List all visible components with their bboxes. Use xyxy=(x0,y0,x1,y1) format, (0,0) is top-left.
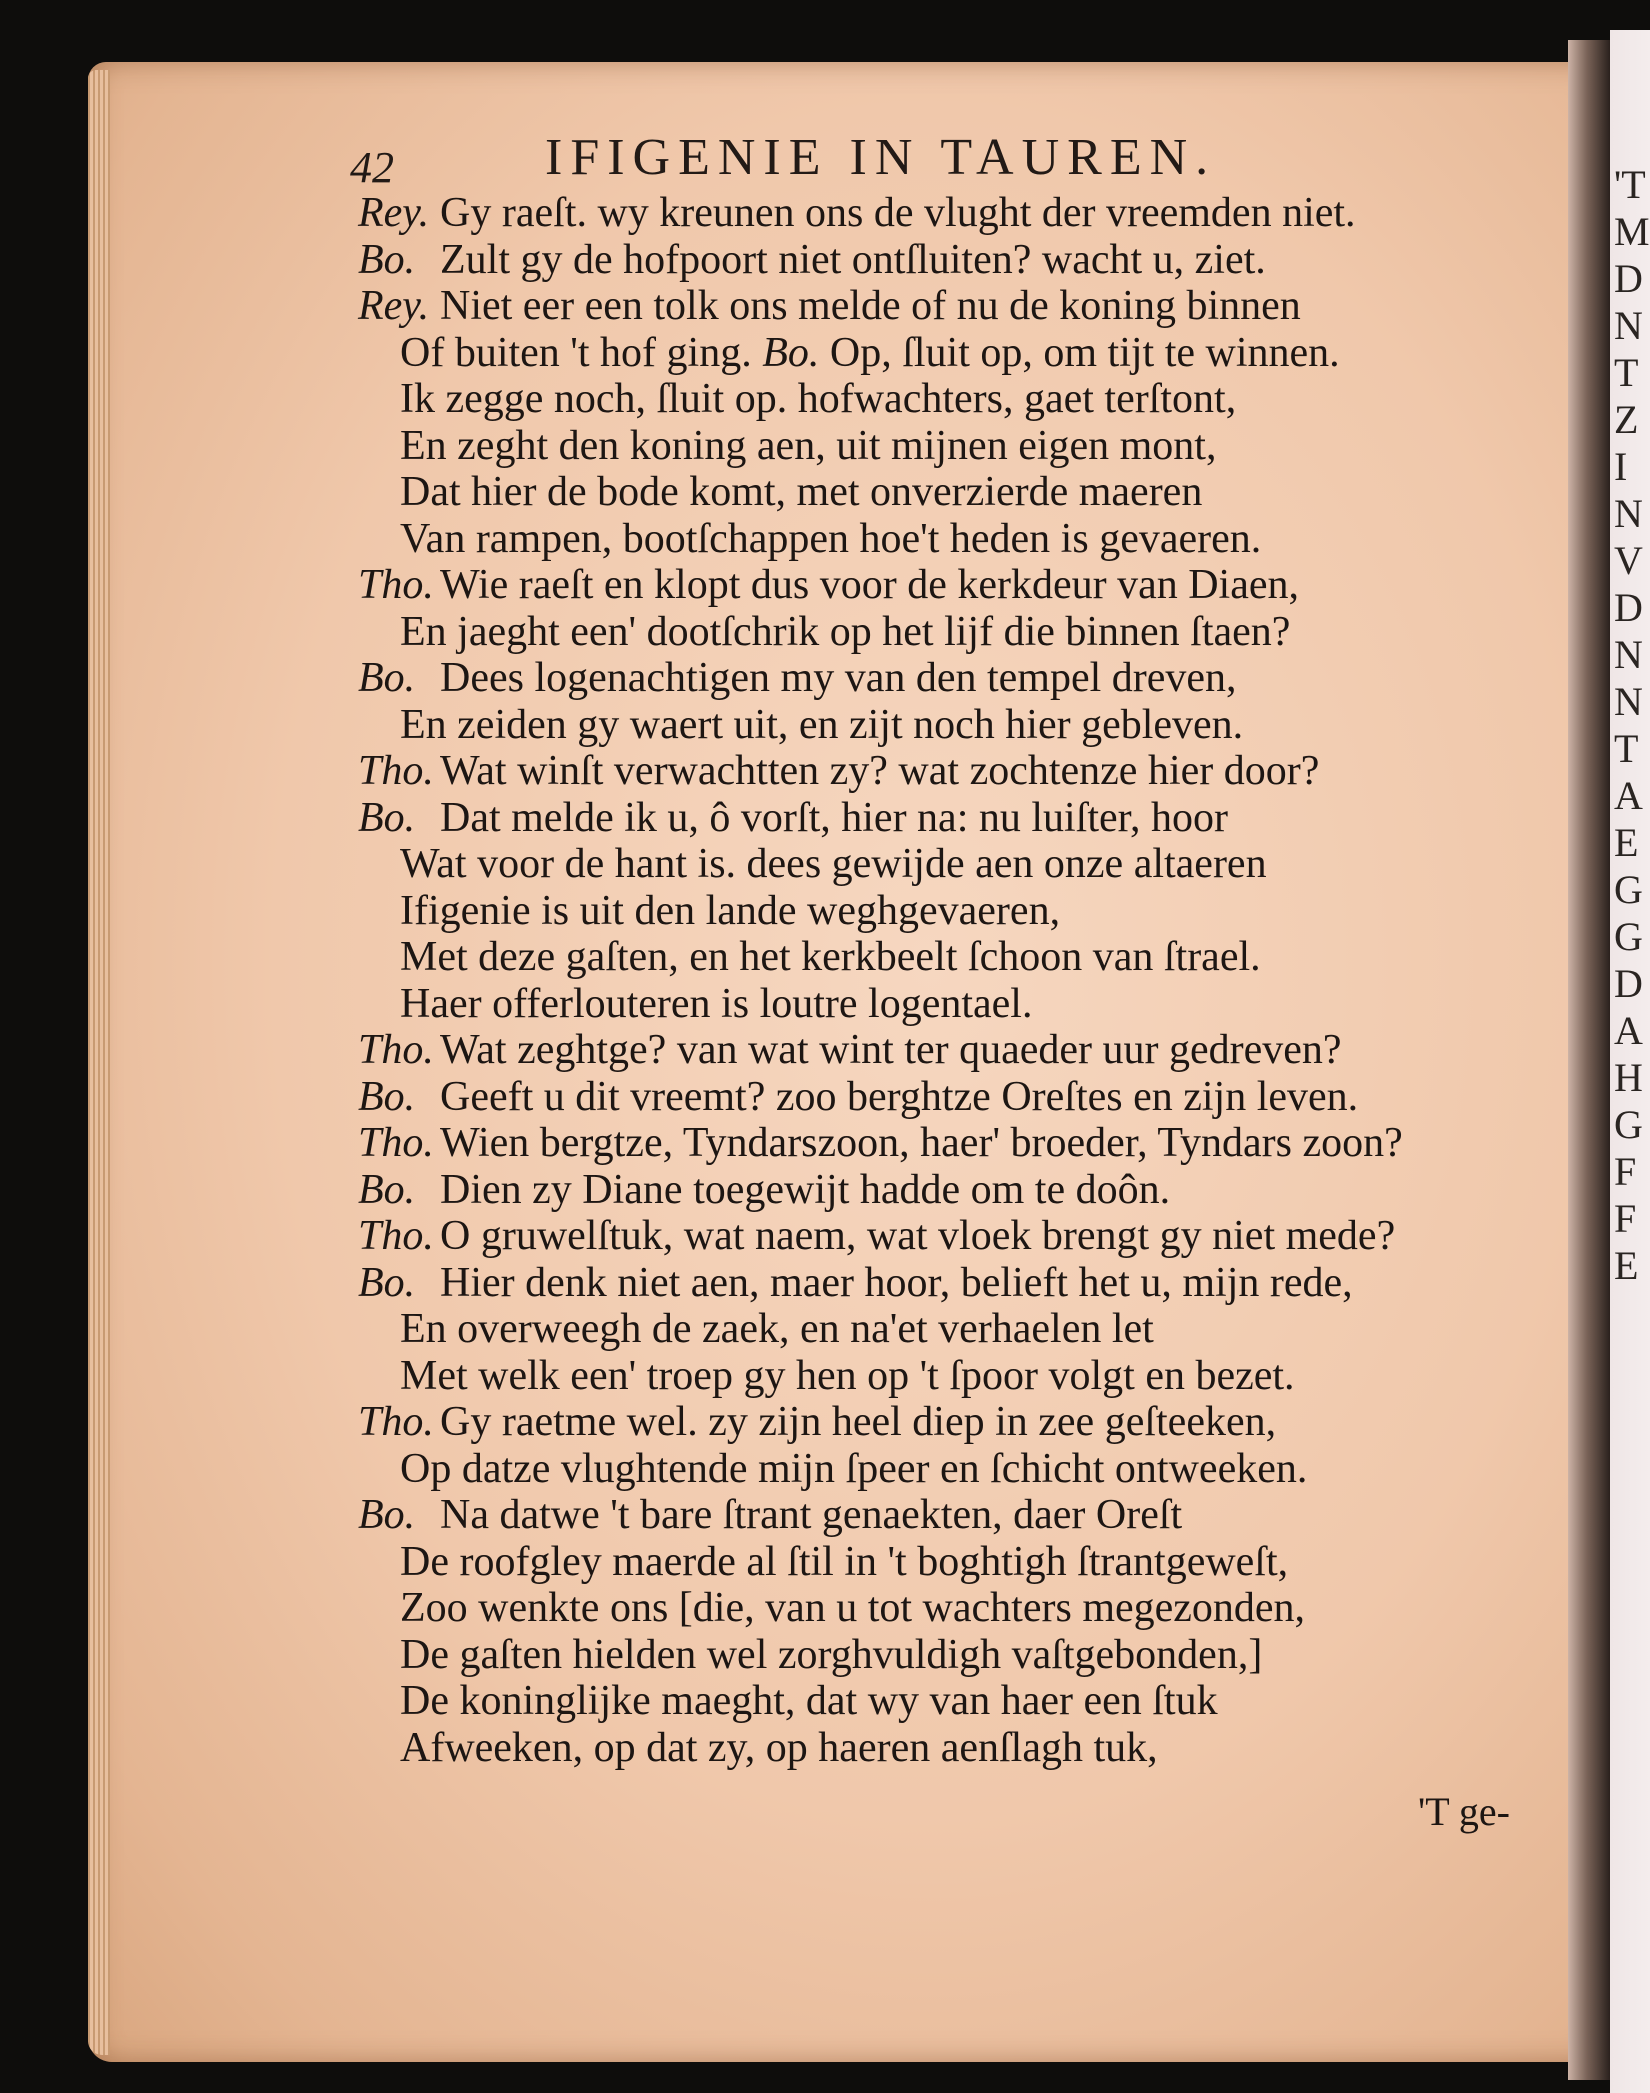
verse-line xyxy=(358,1492,1558,1539)
facing-page-letter: F xyxy=(1614,1196,1637,1241)
facing-page-letter: Z xyxy=(1614,397,1639,442)
catchword: 'T ge- xyxy=(1418,1789,1510,1834)
verse-line xyxy=(358,330,1558,377)
verse-line xyxy=(358,283,1558,330)
facing-page-letter: N xyxy=(1614,632,1643,677)
line-text: En zeiden gy waert uit, en zijt noch hier gebleven. xyxy=(400,701,1244,748)
speaker-label: Bo. xyxy=(358,794,416,841)
facing-page-letter: E xyxy=(1614,1243,1639,1288)
line-text: Gy raetme wel. zy zijn heel diep in zee geſteeken, xyxy=(440,1399,1277,1445)
verse-line xyxy=(358,516,1558,563)
line-text: Niet eer een tolk ons melde of nu de koning binnen xyxy=(440,283,1301,329)
line-text: Wie raeſt en klopt dus voor de kerkdeur van Diaen, xyxy=(440,562,1300,608)
line-text: Wat zeghtge? van wat wint ter quaeder uur gedreven? xyxy=(440,1027,1342,1073)
facing-page-letter: I xyxy=(1614,444,1628,489)
line-text: Ik zegge noch, ſluit op. hofwachters, gaet terſtont, xyxy=(400,376,1237,422)
verse-line xyxy=(358,795,1558,842)
speaker-label: Bo. xyxy=(358,1166,416,1213)
line-text: Afweeken, op dat zy, op haeren aenſlagh tuk, xyxy=(400,1724,1158,1771)
page-header xyxy=(350,128,1400,192)
verse-line xyxy=(358,1353,1558,1400)
verse-line xyxy=(358,934,1558,981)
inline-speaker-label: Bo. xyxy=(762,329,820,376)
line-text: Dat melde ik u, ô vorſt, hier na: nu luiſter, hoor xyxy=(440,794,1228,841)
verse-line xyxy=(358,1585,1558,1632)
line-text: Wien bergtze, Tyndarszoon, haer' broeder, Tyndars zoon? xyxy=(440,1120,1403,1166)
line-text: Met welk een' troep gy hen op 't ſpoor volgt en bezet. xyxy=(400,1352,1295,1399)
verse-line xyxy=(358,1167,1558,1214)
verse-line xyxy=(358,1120,1558,1167)
facing-page-letter: G xyxy=(1614,1102,1643,1147)
running-title: IFIGENIE IN TAUREN. xyxy=(545,129,1217,186)
facing-page-letter: D xyxy=(1614,256,1643,301)
verse-line xyxy=(358,841,1558,888)
verse-line xyxy=(358,562,1558,609)
line-text: Of buiten 't hof ging. xyxy=(400,329,752,376)
line-text: Wat voor de hant is. dees gewijde aen onze altaeren xyxy=(400,841,1267,887)
speaker-label: Tho. xyxy=(358,1120,434,1166)
facing-page-letter: A xyxy=(1614,773,1643,818)
verse-line xyxy=(358,1632,1558,1679)
facing-page-letter: G xyxy=(1614,914,1643,959)
verse-line xyxy=(358,888,1558,935)
speaker-label: Rey. xyxy=(358,190,430,236)
facing-page-letter: M xyxy=(1614,209,1650,254)
line-text: Na datwe 't bare ſtrant genaekten, daer Oreſt xyxy=(440,1492,1183,1538)
line-text: Wat winſt verwachtten zy? wat zochtenze hier door? xyxy=(440,748,1320,794)
verse-line xyxy=(358,1446,1558,1493)
page-edges xyxy=(88,70,110,2055)
facing-page-letter: N xyxy=(1614,303,1643,348)
facing-page-letter: T xyxy=(1614,350,1639,395)
line-text: En overweegh de zaek, en na'et verhaelen let xyxy=(400,1306,1154,1352)
line-text: Zoo wenkte ons [die, van u tot wachters megezonden, xyxy=(400,1585,1306,1631)
facing-page-letter: 'T xyxy=(1614,162,1646,207)
facing-page-letter: G xyxy=(1614,867,1643,912)
line-text: Hier denk niet aen, maer hoor, belieft het u, mijn rede, xyxy=(440,1259,1353,1306)
line-text: Dat hier de bode komt, met onverzierde maeren xyxy=(400,469,1203,515)
speaker-label: Tho. xyxy=(358,1213,434,1259)
line-text: De koninglijke maeght, dat wy van haer een ſtuk xyxy=(400,1678,1218,1724)
line-text: Haer offerlouteren is loutre logentael. xyxy=(400,980,1033,1027)
line-text: En zeght den koning aen, uit mijnen eigen mont, xyxy=(400,422,1217,469)
page-number: 42 xyxy=(350,143,394,192)
line-text: Dees logenachtigen my van den tempel dreven, xyxy=(440,655,1237,701)
line-text: Geeft u dit vreemt? zoo berghtze Oreſtes en zijn leven. xyxy=(440,1073,1359,1120)
facing-page-letter: N xyxy=(1614,679,1643,724)
speaker-label: Bo. xyxy=(358,1073,416,1120)
verse-line xyxy=(358,1306,1558,1353)
verse-line xyxy=(358,1260,1558,1307)
line-text: Ifigenie is uit den lande weghgevaeren, xyxy=(400,887,1061,934)
facing-page-letter: F xyxy=(1614,1149,1637,1194)
verse-text xyxy=(358,190,1558,1771)
speaker-label: Bo. xyxy=(358,1259,416,1306)
line-text: Van rampen, bootſchappen hoe't heden is gevaeren. xyxy=(400,515,1262,562)
verse-line xyxy=(358,469,1558,516)
verse-line xyxy=(358,1725,1558,1772)
book-gutter xyxy=(1568,40,1610,2080)
facing-page-letter: V xyxy=(1614,538,1643,583)
speaker-label: Tho. xyxy=(358,562,434,608)
verse-line xyxy=(358,423,1558,470)
line-text: Met deze gaſten, en het kerkbeelt ſchoon van ſtrael. xyxy=(400,934,1261,980)
facing-page-letter: T xyxy=(1614,726,1639,771)
speaker-label: Bo. xyxy=(358,1492,416,1538)
facing-page-letter: E xyxy=(1614,820,1639,865)
speaker-label: Rey. xyxy=(358,283,430,329)
speaker-label: Tho. xyxy=(358,748,434,794)
verse-line xyxy=(358,1213,1558,1260)
verse-line xyxy=(358,237,1558,284)
verse-line xyxy=(358,655,1558,702)
speaker-label: Bo. xyxy=(358,236,416,283)
line-text: Zult gy de hofpoort niet ontſluiten? wacht u, ziet. xyxy=(440,236,1266,283)
verse-line xyxy=(358,1074,1558,1121)
line-text: Op datze vlughtende mijn ſpeer en ſchicht ontweeken. xyxy=(400,1445,1308,1492)
verse-line xyxy=(358,376,1558,423)
facing-page xyxy=(1610,30,1650,2093)
speaker-label: Tho. xyxy=(358,1027,434,1073)
verse-line xyxy=(358,1539,1558,1586)
verse-line xyxy=(358,1027,1558,1074)
speaker-label: Bo. xyxy=(358,655,416,701)
facing-page-letter: H xyxy=(1614,1055,1643,1100)
speaker-label: Tho. xyxy=(358,1399,434,1445)
verse-line xyxy=(358,1399,1558,1446)
facing-page-letter: D xyxy=(1614,961,1643,1006)
verse-line xyxy=(358,190,1558,237)
verse-line xyxy=(358,981,1558,1028)
facing-page-letter: N xyxy=(1614,491,1643,536)
line-text: O gruwelſtuk, wat naem, wat vloek brengt gy niet mede? xyxy=(440,1213,1396,1259)
line-text-after: Op, ſluit op, om tijt te winnen. xyxy=(829,329,1340,376)
line-text: En jaeght een' dootſchrik op het lijf die binnen ſtaen? xyxy=(400,608,1291,655)
verse-line xyxy=(358,748,1558,795)
line-text: De gaſten hielden wel zorghvuldigh vaſtgebonden,] xyxy=(400,1631,1263,1678)
verse-line xyxy=(358,1678,1558,1725)
facing-page-letter: A xyxy=(1614,1008,1643,1053)
verse-line xyxy=(358,702,1558,749)
line-text: Dien zy Diane toegewijt hadde om te doôn. xyxy=(440,1166,1171,1213)
line-text: Gy raeſt. wy kreunen ons de vlught der vreemden niet. xyxy=(440,190,1356,236)
facing-page-letter: D xyxy=(1614,585,1643,630)
verse-line xyxy=(358,609,1558,656)
line-text: De roofgley maerde al ſtil in 't boghtigh ſtrantgeweſt, xyxy=(400,1538,1289,1585)
